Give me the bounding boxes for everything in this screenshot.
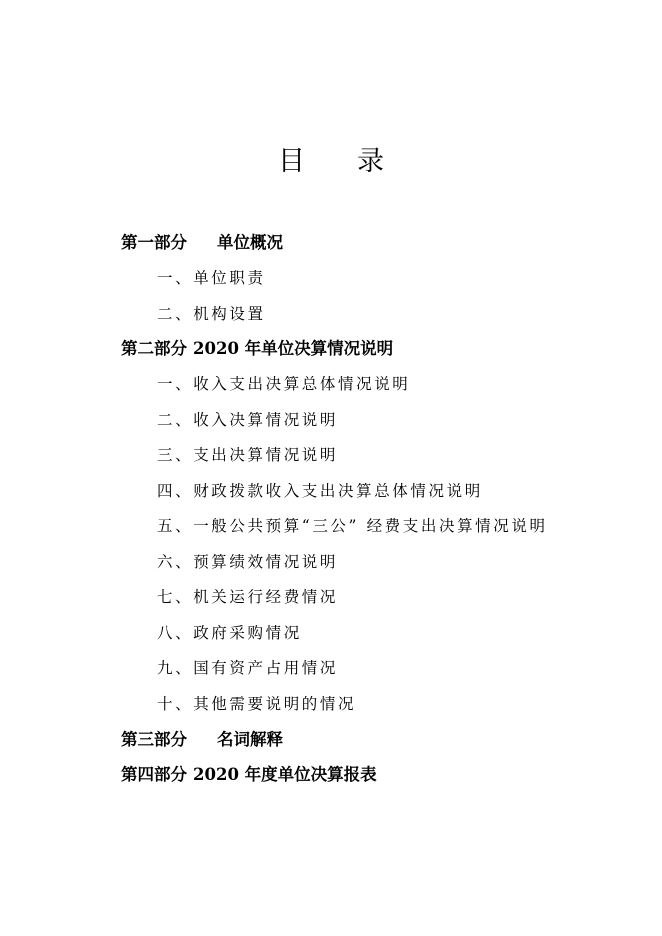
- toc-item[interactable]: 十、其他需要说明的情况: [157, 695, 357, 713]
- page-title: [0, 142, 662, 182]
- title-part-2: 录: [357, 146, 384, 177]
- toc-part-label: 第三部分: [121, 730, 187, 749]
- toc-item[interactable]: 六、预算绩效情况说明: [157, 553, 339, 571]
- toc-item[interactable]: 一、单位职责: [157, 269, 266, 287]
- toc-item[interactable]: 七、机关运行经费情况: [157, 588, 339, 606]
- toc-part-1[interactable]: [121, 228, 283, 258]
- title-part-1: 目: [278, 146, 305, 177]
- toc-part-3[interactable]: [121, 725, 283, 755]
- toc-part-title: 名词解释: [217, 730, 283, 749]
- toc-part-title: 单位概况: [217, 233, 283, 252]
- toc-part-4[interactable]: [121, 760, 377, 790]
- toc-item[interactable]: 一、收入支出决算总体情况说明: [157, 375, 411, 393]
- toc-item[interactable]: 四、财政拨款收入支出决算总体情况说明: [157, 482, 483, 500]
- toc-item[interactable]: 八、政府采购情况: [157, 624, 302, 642]
- toc-part-label: 第一部分: [121, 233, 187, 252]
- toc-part-2[interactable]: [121, 334, 393, 364]
- toc-part-label: 第四部分: [121, 765, 187, 784]
- toc-item[interactable]: 五、一般公共预算“三公” 经费支出决算情况说明: [157, 517, 548, 535]
- toc-part-label: 第二部分: [121, 339, 187, 358]
- toc-item[interactable]: 九、国有资产占用情况: [157, 659, 339, 677]
- toc-part-title: 2020 年单位决算情况说明: [193, 339, 394, 358]
- toc-item[interactable]: 二、收入决算情况说明: [157, 411, 339, 429]
- toc-item[interactable]: 二、机构设置: [157, 305, 266, 323]
- toc-item[interactable]: 三、支出决算情况说明: [157, 446, 339, 464]
- toc-part-title: 2020 年度单位决算报表: [193, 765, 377, 784]
